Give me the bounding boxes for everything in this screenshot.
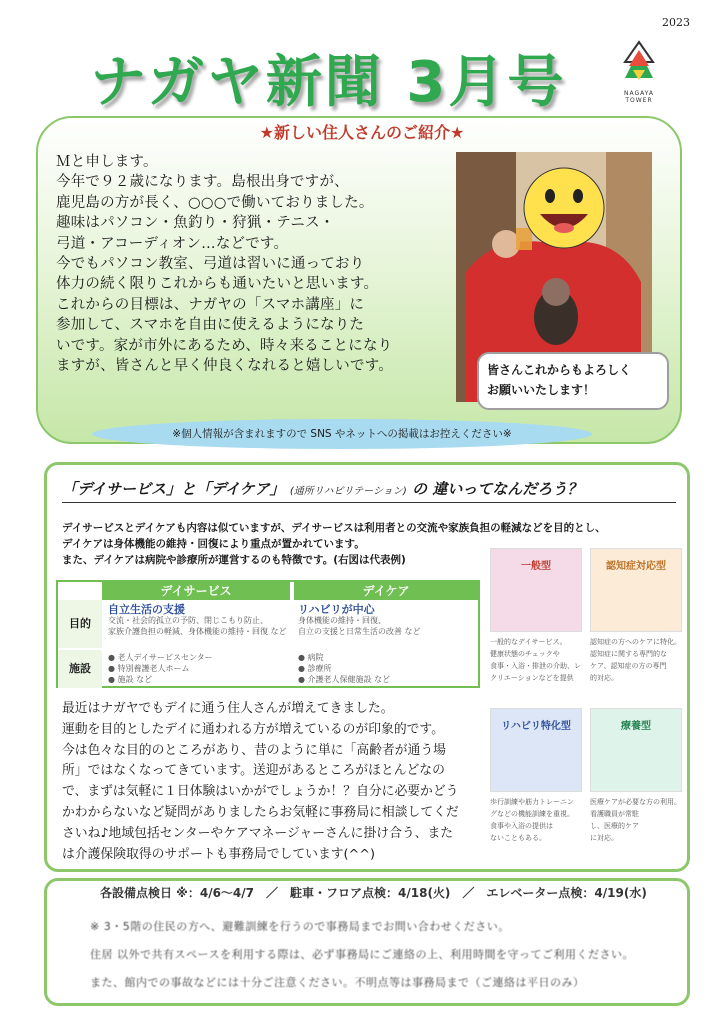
body-line: は介護保険取得のサポートも事務局でしています(^^) [62,846,375,862]
type-rehab-text [490,796,590,844]
intro-line: 今年で９２歳になります。島根出身ですが、 [56,174,349,191]
type-text-line: ないこともある。 [490,834,546,842]
tower-logo-icon [619,40,659,84]
facility-item: ● 病院 [298,653,324,662]
intro-line: Ｍと申します。 [56,154,158,170]
speech-bubble [477,352,669,410]
care-body-text [62,699,482,865]
notice-line: また、館内での事故などには十分ご注意ください。不明点等は事務局まで（ご連絡は平日のみ） [90,976,585,989]
facility-day-care [298,652,476,685]
intro-line: これからの目標は、ナガヤの「スマホ講座」に [56,296,365,313]
desc-line: また、デイケアは病院や診療所が運営するのも特徴です。(右図は代表例) [62,554,406,566]
row-label-facility: 施設 [58,650,102,688]
heading-small: (通所リハビリテーション) [289,486,407,497]
column-header-day-care: デイケア [294,582,478,600]
type-text-line: クリエーションなどを提供 [490,674,574,682]
type-text-line: し、医療的ケア [590,822,639,830]
purpose-main: 自立生活の支援 [108,603,185,616]
intro-line: 趣味はパソコン・魚釣り・狩猟・テニス・ [56,215,335,232]
body-line: 今は色々な目的のところがあり、昔のように単に「高齢者が通う場 [62,742,446,758]
intro-line: 弓道・アコーディオン…などです。 [56,235,289,252]
logo-text: NAGAYA TOWER [623,90,655,104]
type-general-text [490,636,590,684]
nagaya-tower-logo [612,40,666,104]
purpose-sub: 家族介護負担の軽減、身体機能の維持・回復 など [108,627,287,636]
facility-item: ● 施設 など [108,675,153,684]
desc-line: デイケアは身体機能の維持・回復により重点が置かれています。 [62,538,365,550]
notice-line: 住居 以外で共有スペースを利用する際は、必ず事務局にご連絡の上、利用時間を守ってご利用ください。 [90,948,634,961]
type-text-line: 一般的なデイサービス。 [490,638,567,646]
type-text-line: 食事・入浴・排泄の介助、レ [490,662,581,670]
type-medical: 療養型 [590,708,682,792]
heading-part1: 「デイサービス」と「デイケア」 [62,480,285,498]
column-header-day-service: デイサービス [102,582,290,600]
body-line: 最近はナガヤでもデイに通う住人さんが増えてきました。 [62,701,394,716]
body-line: かわからないなど疑問がありましたらお気軽に事務局に相談してくだ [62,804,459,820]
type-general: 一般型 [490,548,582,632]
care-section-heading [62,478,676,503]
bubble-line: お願いいたします！ [487,383,596,397]
newspaper-title: ナガヤ新聞 3月号 [90,50,567,115]
row-label-purpose: 目的 [58,600,102,648]
intro-line: 今でもパソコン教室、弓道は習いに通っており [56,256,365,273]
heading-part2: の 違いってなんだろう？ [411,480,583,498]
purpose-sub: 身体機能の維持・回復、 [298,616,386,625]
facility-item: ● 介護老人保健施設 など [298,675,391,684]
type-text-line: 的対応。 [590,674,618,682]
type-text-line: 歩行訓練や筋力トレーニン [490,798,574,806]
type-text-line: 認知症に関する専門的な [590,650,667,658]
inspection-schedule: 各設備点検日 ※：4/6～4/7 ／ 駐車・フロア点検：4/18(火) ／ エレベーター点検：4/19(水) [100,886,647,900]
type-text-line: 認知症の方へのケアに特化。 [590,638,681,646]
intro-line: 鹿児島の方が長く、○○○で働いておりました。 [56,194,374,211]
section-title-new-resident: ★新しい住人さんのご紹介★ [259,123,465,142]
body-line: さいね♪地域包括センターやケアマネージャーさんに掛け合う、また [62,825,454,841]
type-text-line: ケア、認知症の方の専門 [590,662,667,670]
year-label: 2023 [662,16,690,29]
intro-line: 参加して、スマホを自由に使えるようになりた [56,317,365,334]
desc-line: デイサービスとデイケアも内容は似ていますが、デイサービスは利用者との交流や家族負担の軽減などを目的とし、 [62,522,606,534]
comparison-table [56,580,480,688]
type-rehab: リハビリ特化型 [490,708,582,792]
type-dementia-text [590,636,690,684]
facility-item: ● 診療所 [298,664,332,673]
type-text-line: 健康状態のチェックや [490,650,560,658]
bubble-line: 皆さんこれからもよろしく [487,363,632,377]
intro-line: いです。家が市外にあるため、時々来ることになり [56,337,393,354]
purpose-main: リハビリが中心 [298,603,375,616]
facility-item: ● 老人デイサービスセンター [108,653,213,662]
purpose-day-care [298,604,476,637]
type-text-line: に対応。 [590,834,618,842]
resident-introduction-text [56,152,456,376]
privacy-notice: ※個人情報が含まれますので SNS やネットへの掲載はお控えください※ [92,419,592,449]
facility-item: ● 特別養護老人ホーム [108,664,190,673]
body-line: で、まずは気軽に１日体験はいかがでしょうか！？自分に必要かどう [62,784,459,800]
body-line: 運動を目的としたデイに通われる方が増えているのが印象的です。 [62,721,444,737]
intro-line: ますが、皆さんと早く仲良くなれると嬉しいです。 [56,358,393,375]
intro-line: 体力の続く限りこれからも通いたいと思います。 [56,276,379,293]
facility-day-service [108,652,290,685]
type-text-line: 看護職員が常駐 [590,810,639,818]
purpose-sub: 交流・社会的孤立の予防、閉じこもり防止、 [108,616,268,625]
type-text-line: グなどの機能訓練を重視。 [490,810,574,818]
body-line: 所」ではなくなってきています。送迎があるところがほとんどなの [62,763,445,779]
type-text-line: 医療ケアが必要な方の利用。 [590,798,681,806]
type-medical-text [590,796,690,844]
purpose-sub: 自立の支援と日常生活の改善 など [298,627,421,636]
type-text-line: 食事や入浴の提供は [490,822,553,830]
notice-line: ※ 3・5階の住民の方へ、避難訓練を行うので事務局までお問い合わせください。 [90,920,510,933]
type-dementia: 認知症対応型 [590,548,682,632]
purpose-day-service [108,604,290,637]
